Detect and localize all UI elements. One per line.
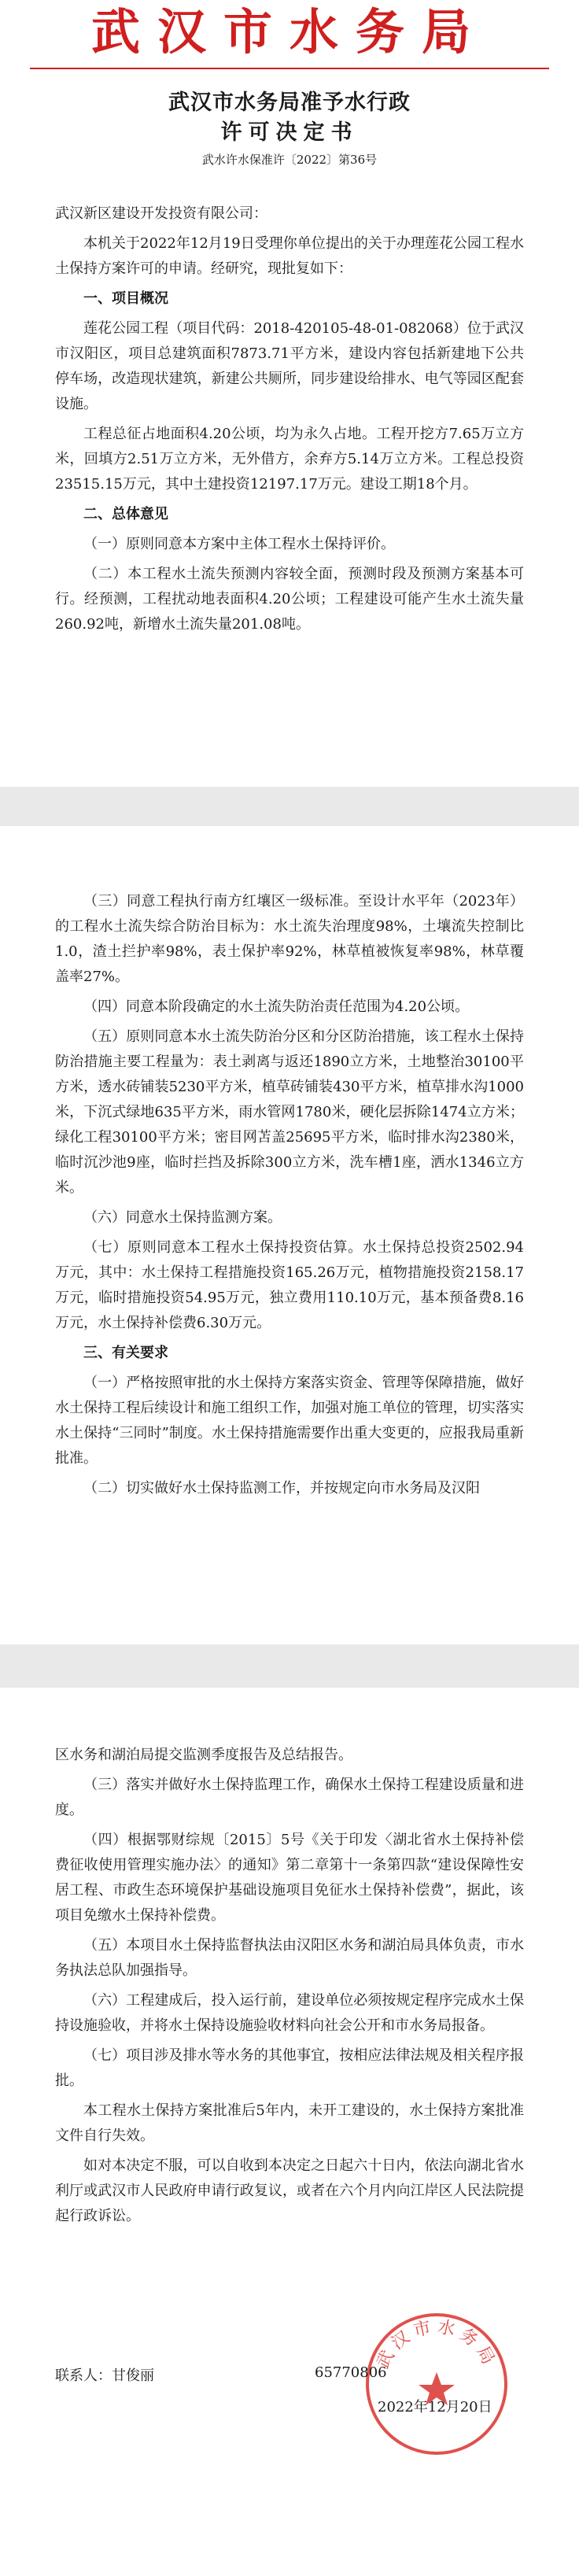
paragraph: 莲花公园工程（项目代码：2018-420105-48-01-082068）位于武汉市汉阳区，项目总建筑面积7873.71平方米，建设内容包括新建地下公共停车场，改造现状建筑，新建公共厕所，同步建设给排水、电气等园区配套设施。	[55, 320, 524, 412]
page3-body	[55, 1743, 524, 2234]
paragraph: （三）同意工程执行南方红壤区一级标准。至设计水平年（2023年）的工程水土流失综合防治目标为：水土流失治理度98%，土壤流失控制比1.0，渣土拦护率98%，表土保护率92%，林草植被恢复率98%，林草覆盖率27%。	[55, 893, 524, 985]
seal-text: 武汉市水务局	[373, 2316, 500, 2372]
document-title-line2: 许可决定书	[220, 120, 359, 145]
paragraph: （三）落实并做好水土保持监理工作，确保水土保持工程建设质量和进度。	[55, 1777, 524, 1818]
paragraph: （四）同意本阶段确定的水土流失防治责任范围为4.20公顷。	[83, 998, 470, 1015]
section-heading-opinion: 二、总体意见	[83, 506, 168, 522]
paragraph: 如对本决定不服，可以自收到本决定之日起六十日内，依法向湖北省水利厅或武汉市人民政府申请行政复议，或者在六个月内向江岸区人民法院提起行政诉讼。	[55, 2157, 524, 2224]
paragraph: （一）原则同意本方案中主体工程水土保持评价。	[83, 536, 395, 552]
paragraph: （六）同意水土保持监测方案。	[83, 1209, 282, 1226]
masthead-title: 武汉市水务局	[90, 3, 488, 61]
document-number: 武水许水保准许〔2022〕第36号	[201, 153, 378, 167]
contact-person: 联系人：甘俊丽	[55, 2367, 154, 2384]
masthead-divider	[30, 68, 549, 69]
paragraph: （五）原则同意本水土流失防治分区和分区防治措施，该工程水土保持防治措施主要工程量为：表土剥离与返还1890立方米，土地整治30100平方米，透水砖铺装5230平方米，植草砖铺装430平方米，植草排水沟1000米，下沉式绿地635平方米，雨水管网1780米，硬化层拆除1474立方米；绿化工程30100平方米；密目网苫盖25695平方米，临时排水沟2380米，临时沉沙池9座，临时拦挡及拆除300立方米，洗车槽1座，洒水1346立方米。	[55, 1028, 524, 1196]
issue-date: 2022年12月20日	[378, 2399, 492, 2415]
addressee: 武汉新区建设开发投资有限公司：	[55, 205, 267, 222]
page2-body	[55, 889, 524, 1506]
page-separator	[0, 787, 579, 826]
paragraph: （二）本工程水土流失预测内容较全面，预测时段及预测方案基本可行。经预测，工程扰动地表面积4.20公顷；工程建设可能产生水土流失量260.92吨，新增水土流失量201.08吨。	[55, 566, 524, 633]
paragraph: （二）切实做好水土保持监测工作，并按规定向市水务局及汉阳	[83, 1480, 480, 1497]
document-page-2	[0, 826, 579, 1644]
page1-body	[55, 201, 524, 642]
paragraph: 工程总征占地面积4.20公顷，均为永久占地。工程开挖方7.65万立方米，回填方2.51万立方米，无外借方，余弃方5.14万立方米。工程总投资23515.15万元，其中土建投资12197.17万元。建设工期18个月。	[55, 426, 524, 493]
document-page-3	[0, 1688, 579, 2576]
document-title-line1: 武汉市水务局准予水行政	[168, 90, 411, 115]
paragraph: （一）严格按照审批的水土保持方案落实资金、管理等保障措施，做好水土保持工程后续设计和施工组织工作，加强对施工单位的管理，切实落实水土保持“三同时”制度。水土保持措施需要作出重大变更的，应报我局重新批准。	[55, 1375, 524, 1467]
paragraph: （五）本项目水土保持监督执法由汉阳区水务和湖泊局具体负责，市水务执法总队加强指导。	[55, 1937, 524, 1979]
page-separator	[0, 1644, 579, 1688]
paragraph: （四）根据鄂财综规〔2015〕5号《关于印发〈湖北省水土保持补偿费征收使用管理实施办法〉的通知》第二章第十一条第四款“建设保障性安居工程、市政生态环境保护基础设施项目免征水土保持补偿费”，据此，该项目免缴水土保持补偿费。	[55, 1832, 524, 1924]
paragraph: 本工程水土保持方案批准后5年内，未开工建设的，水土保持方案批准文件自行失效。	[55, 2102, 524, 2144]
paragraph: 区水务和湖泊局提交监测季度报告及总结报告。	[55, 1747, 352, 1763]
contact-phone: 65770806	[315, 2364, 387, 2381]
intro-paragraph: 本机关于2022年12月19日受理你单位提出的关于办理莲花公园工程水土保持方案许可的申请。经研究，现批复如下：	[55, 235, 524, 277]
paragraph: （七）项目涉及排水等水务的其他事宜，按相应法律法规及相关程序报批。	[55, 2047, 524, 2089]
paragraph: （六）工程建成后，投入运行前，建设单位必须按规定程序完成水土保持设施验收，并将水土保持设施验收材料向社会公开和市水务局报备。	[55, 1992, 524, 2034]
section-heading-overview: 一、项目概况	[83, 290, 168, 307]
document-page-1	[0, 0, 579, 787]
contact-line	[55, 2364, 524, 2385]
section-heading-requirements: 三、有关要求	[83, 1345, 168, 1361]
paragraph: （七）原则同意本工程水土保持投资估算。水土保持总投资2502.94万元，其中：水土保持工程措施投资165.26万元，植物措施投资2158.17万元，临时措施投资54.95万元，独立费用110.10万元，基本预备费8.16万元，水土保持补偿费6.30万元。	[55, 1239, 524, 1331]
